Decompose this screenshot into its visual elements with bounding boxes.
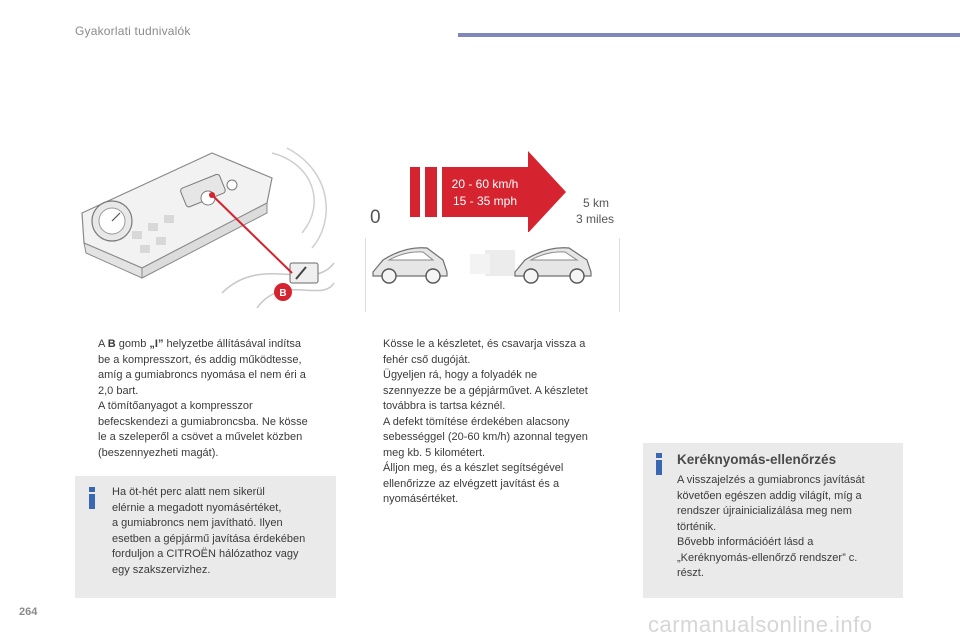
tpms-note-text: A visszajelzés a gumiabroncs javítását követően egészen addig világít, míg a rendszer újrainicializálása meg nem történik. Bővebb információért lásd a „Keréknyomás-ellenőrző rendszer” c. részt. xyxy=(677,474,865,579)
speed-mph-label: 15 - 35 mph xyxy=(452,194,518,208)
instruction-text: A B gomb „I” helyzetbe állításával indítsa xyxy=(98,338,302,350)
warning-note-box xyxy=(75,476,336,598)
page-number: 264 xyxy=(19,606,38,618)
instruction-line: be a kompresszort, és addig működtesse, xyxy=(98,353,302,366)
info-icon xyxy=(651,453,667,475)
middle-instruction-column xyxy=(360,337,620,508)
instruction-line: le a szeleperől a csövet a művelet közben xyxy=(98,431,303,443)
instruction-line: (beszennyezheti magát). xyxy=(98,446,219,459)
distance-miles-label: 3 miles xyxy=(576,212,615,226)
watermark: carmanualsonline.info xyxy=(648,612,873,637)
instruction-item: Kösse le a készletet, és csavarja vissza a fehér cső dugóját. Ügyeljen rá, hogy a folyadék ne szennyezze be a gépjárművet. A készletet továbbra is tartsa kéznél. xyxy=(383,338,588,412)
repair-kit-illustration xyxy=(72,143,338,313)
instruction-text: Kösse le a készletet, és csavarja vissza a xyxy=(383,338,586,350)
instruction-text: A defekt tömítése érdekében alacsony xyxy=(383,415,570,428)
warning-note-text: Ha öt-hét perc alatt nem sikerül elérnie a megadott nyomásértéket, a gumiabroncs nem javítható. Ilyen esetben a gépjármű javítása érdekében forduljon a CITROËN hálózathoz vagy egy szakszervizhez. xyxy=(112,486,306,576)
position-i-reference: „I” xyxy=(149,338,164,350)
distance-km-label: 5 km xyxy=(583,196,610,210)
info-icon xyxy=(84,487,100,509)
instruction-item xyxy=(75,337,340,461)
header-accent-bar xyxy=(458,33,960,37)
instruction-line: A tömítőanyagot a kompresszor xyxy=(98,400,253,412)
note-title: Keréknyomás-ellenőrzés xyxy=(677,452,837,467)
tpms-note-box xyxy=(643,443,903,598)
instruction-line: 2,0 bart. xyxy=(98,384,139,397)
speed-kmh-label: 20 - 60 km/h xyxy=(451,177,519,191)
button-b-reference: B xyxy=(107,338,116,350)
start-distance-label: 0 xyxy=(370,207,381,228)
instruction-line: amíg a gumiabroncs nyomása el nem éri a xyxy=(98,369,306,381)
left-instruction-column xyxy=(75,337,340,461)
instruction-text: Álljon meg, és a készlet segítségével xyxy=(383,462,564,474)
button-b-label: B xyxy=(279,288,287,299)
instruction-item: Álljon meg, és a készlet segítségével ellenőrizze az elvégzett javítást és a nyomásértéket. xyxy=(383,462,564,505)
moving-car-illustration xyxy=(365,232,620,312)
instruction-line: befecskendezi a gumiabroncsba. Ne kösse xyxy=(98,415,308,428)
page-header-title: Gyakorlati tudnivalók xyxy=(75,24,191,38)
instruction-item: A defekt tömítése érdekében alacsony sebességgel (20-60 km/h) azonnal tegyen meg kb. 5 kilométert. xyxy=(383,415,588,459)
